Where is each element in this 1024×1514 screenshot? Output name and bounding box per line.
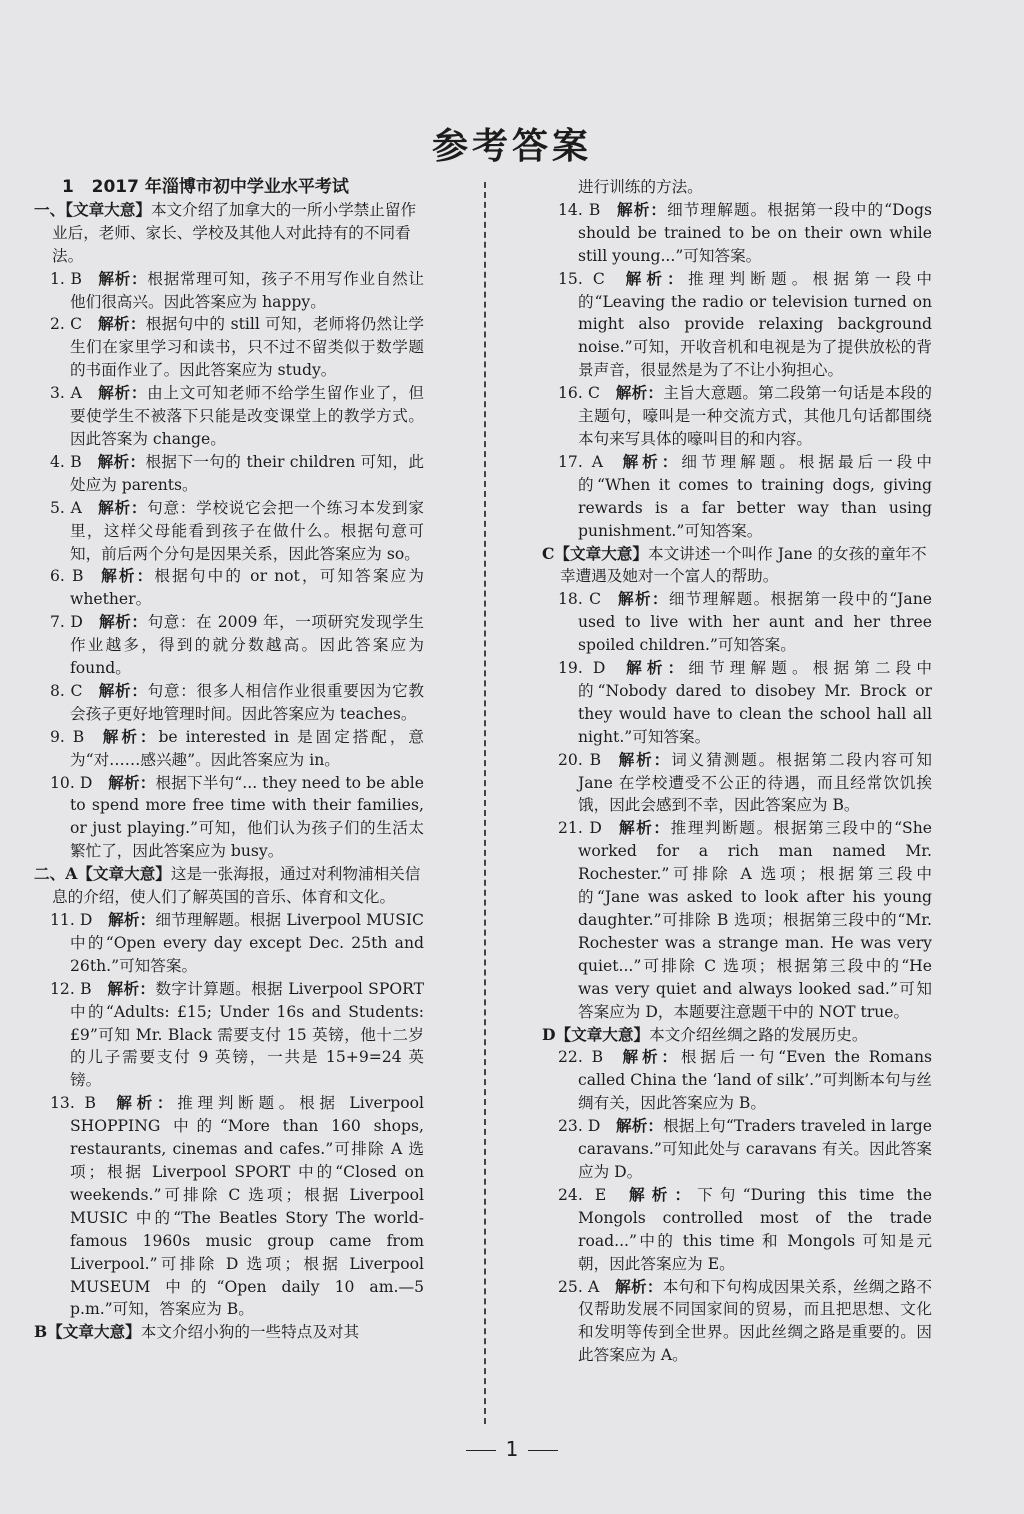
answer-explanation: 根据句中的 or not，可知答案应为 whether。 — [70, 567, 424, 609]
answer-explanation: 细节理解题。根据第一段中的“Dogs should be trained to be on their own while still young...”可知答案。 — [578, 200, 932, 265]
summary-text: 本文讲述一个叫作 Jane 的女孩的童年不幸遭遇及她对一个富人的帮助。 — [560, 544, 927, 586]
page-number: 1 — [505, 1437, 519, 1461]
answer-number: 11. D — [50, 911, 93, 929]
analysis-label: 解析： — [99, 727, 159, 746]
answer-number: 20. B — [558, 750, 602, 769]
answer-explanation: 句意：学校说它会把一个练习本发到家里，这样父母能看到孩子在做什么。根据句意可知，前后两个分句是因果关系，因此答案应为 so。 — [70, 498, 424, 563]
article-summary — [34, 199, 424, 268]
analysis-label: 解析： — [620, 269, 688, 288]
answer-item — [542, 199, 932, 268]
answer-item — [34, 313, 424, 382]
answer-item — [542, 451, 932, 543]
answer-explanation: 根据下半句“... they need to be able to spend more free time with their families, or just playing.”可知，他们认为孩子们的生活太繁忙了，因此答案应为 busy。 — [70, 773, 424, 861]
answer-explanation: 根据后一句“Even the Romans called China the ‘land of silk’.”可判断本句与丝绸有关，因此答案应为 B。 — [578, 1048, 932, 1113]
column-divider — [484, 182, 486, 1424]
answer-explanation: 细节理解题。根据第一段中的“Jane used to live with her aunt and her three spoiled children.”可知答案。 — [578, 590, 932, 655]
analysis-label: 解析： — [618, 452, 682, 471]
answer-item — [34, 497, 424, 566]
answer-explanation: 推理判断题。根据 Liverpool SHOPPING 中的“More than 160 shops, restaurants, cinemas and cafes.”可排除 A 选项；根据 Liverpool SPORT 中的“Closed on weekends.”可排除 C 选项；根据 Liverpool MUSIC 中的“The Beatles Story The world-famous 1960s music group came from Liverpool.”可排除 D 选项；根据 Liverpool MUSEUM 中的“Open daily 10 am.—5 p.m.”可知，答案应为 B。 — [70, 1094, 424, 1319]
answer-number: 16. C — [558, 384, 600, 403]
answer-item — [34, 1092, 424, 1321]
answer-explanation: 句意：在 2009 年，一项研究发现学生作业越多，得到的就分数越高。因此答案应为 found。 — [70, 613, 424, 678]
analysis-label: 解析： — [618, 1048, 681, 1067]
answer-item — [34, 382, 424, 451]
answer-number: 8. C — [50, 681, 83, 700]
analysis-label: 解析： — [616, 750, 672, 769]
analysis-label: 解析： — [621, 659, 689, 678]
answer-item — [34, 978, 424, 1093]
section-number: 1 — [62, 177, 74, 197]
answer-number: 21. D — [558, 819, 602, 838]
summary-text: 本文介绍小狗的一些特点及对其 — [140, 1323, 360, 1342]
analysis-label: 解析： — [97, 498, 148, 517]
answer-item — [542, 749, 932, 818]
answer-item — [34, 451, 424, 497]
analysis-label: 解析： — [615, 1117, 664, 1136]
answer-number: 17. A — [558, 452, 604, 471]
analysis-label: 解析： — [111, 1094, 178, 1113]
answer-item — [34, 772, 424, 864]
analysis-label: 解析： — [616, 590, 669, 609]
answer-number: 5. A — [50, 498, 82, 517]
answer-explanation: 本句和下句构成因果关系，丝绸之路不仅帮助发展不同国家间的贸易，而且把思想、文化和发明等传到全世界。因此丝绸之路是重要的。因此答案应为 A。 — [578, 1277, 932, 1365]
answer-explanation: 根据下一句的 their children 可知，此处应为 parents。 — [70, 452, 424, 494]
answer-number: 24. E — [558, 1185, 607, 1204]
analysis-label: 解析： — [621, 1185, 698, 1204]
answer-explanation: 主旨大意题。第二段第一句话是本段的主题句，嚎叫是一种交流方式，其他几句话都围绕本句来写具体的嚎叫目的和内容。 — [578, 384, 932, 448]
answer-number: 6. B — [50, 567, 84, 586]
answer-item — [34, 268, 424, 314]
answer-item — [542, 1046, 932, 1115]
answer-explanation: 词义猜测题。根据第二段内容可知 Jane 在学校遭受不公正的待遇，而且经常饮饥挨饿，因此会感到不幸，因此答案应为 B。 — [578, 750, 932, 815]
answer-item — [34, 565, 424, 611]
answer-number: 4. B — [50, 452, 82, 471]
answer-explanation: 根据句中的 still 可知，老师将仍然让学生们在家里学习和读书，只不过不留类似于数学题的书面作业了。因此答案应为 study。 — [70, 315, 424, 380]
answer-item — [34, 611, 424, 680]
answer-number: 19. D — [558, 659, 606, 678]
analysis-label: 解析： — [107, 979, 156, 998]
answer-explanation: 根据上句“Traders traveled in large caravans.”可知此处与 caravans 有关。因此答案应为 D。 — [578, 1117, 932, 1181]
left-column — [34, 176, 424, 1344]
answer-explanation: 推理判断题。根据第三段中的“She worked for a rich man named Mr. Rochester.”可排除 A 选项；根据第三段中的“Jane was asked to look after his young daughter.”可排除 B 选项；根据第三段中的“Mr. Rochester was a strange man. He was very quiet...”可排除 C 选项；根据第三段中的“He was very quiet and always looked sad.”可知答案应为 D，本题要注意题干中的 NOT true。 — [578, 819, 932, 1021]
answer-explanation: 细节理解题。根据 Liverpool MUSIC 中的“Open every day except Dec. 25th and 26th.”可知答案。 — [70, 911, 424, 975]
footer-dash — [466, 1450, 496, 1451]
answer-item — [542, 1184, 932, 1276]
summary-label: C【文章大意】 — [542, 543, 648, 563]
analysis-label: 解析： — [97, 269, 148, 288]
answer-number: 23. D — [558, 1117, 601, 1136]
answer-explanation: 推理判断题。根据第一段中的“Leaving the radio or television turned on might also provide relaxing background noise.”可知，开收音机和电视是为了提供放松的背景声音，很显然是为了不让小狗担心。 — [578, 269, 932, 380]
analysis-label: 解析： — [615, 384, 664, 403]
footer-dash — [528, 1450, 558, 1451]
answer-number: 1. B — [50, 269, 83, 288]
answer-number: 18. C — [558, 590, 602, 609]
answer-explanation: 细节理解题。根据第二段中的“Nobody dared to disobey Mr. Brock or they would have to clean the school hall all night.”可知答案。 — [578, 659, 932, 746]
summary-text: 本文介绍丝绸之路的发展历史。 — [649, 1025, 868, 1044]
article-summary — [542, 1024, 932, 1047]
answer-explanation: 数字计算题。根据 Liverpool SPORT 中的“Adults: £15; Under 16s and Students: £9”可知 Mr. Black 需要支付 15 英镑，他十二岁的儿子需要支付 9 英镑，一共是 15+9=24 英镑。 — [70, 979, 424, 1090]
answer-item — [542, 1276, 932, 1368]
answer-number: 10. D — [50, 773, 93, 792]
answer-number: 7. D — [50, 613, 83, 632]
right-column — [542, 176, 932, 1367]
analysis-label: 解析： — [108, 773, 156, 792]
analysis-label: 解析： — [614, 1277, 663, 1296]
answer-item — [542, 588, 932, 657]
analysis-label: 解析： — [97, 315, 146, 334]
summary-label: 二、A【文章大意】 — [34, 864, 171, 884]
section-title: 2017 年淄博市初中学业水平考试 — [91, 177, 349, 197]
section-heading — [34, 176, 424, 199]
analysis-label: 解析： — [108, 911, 156, 929]
continued-text: 进行训练的方法。 — [578, 178, 703, 196]
answer-number: 22. B — [558, 1048, 604, 1067]
answer-explanation: 由上文可知老师不给学生留作业了，但要使学生不被落下只能是改变课堂上的教学方式。因此答案为 change。 — [70, 384, 424, 448]
analysis-label: 解析： — [98, 613, 148, 632]
analysis-label: 解析： — [617, 819, 671, 838]
answer-number: 9. B — [50, 727, 85, 746]
answer-item — [34, 909, 424, 978]
analysis-label: 解析： — [97, 452, 146, 471]
answer-item — [542, 817, 932, 1023]
answer-item — [34, 726, 424, 772]
summary-text: 这是一张海报，通过对利物浦相关信息的介绍，使人们了解英国的音乐、体育和文化。 — [52, 865, 421, 907]
analysis-label: 解析： — [99, 567, 155, 586]
answer-number: 12. B — [50, 979, 92, 998]
answer-explanation: be interested in 是固定搭配，意为“对……感兴趣”。因此答案应为 in。 — [70, 727, 424, 769]
summary-text: 本文介绍了加拿大的一所小学禁止留作业后，老师、家长、学校及其他人对此持有的不同看法。 — [52, 200, 417, 265]
answer-item — [542, 1115, 932, 1184]
answer-explanation: 细节理解题。根据最后一段中的“When it comes to training dogs, giving rewards is a far better way than using punishment.”可知答案。 — [578, 452, 932, 540]
summary-label: B【文章大意】 — [34, 1322, 141, 1342]
answer-number: 3. A — [50, 384, 82, 403]
answer-item — [34, 680, 424, 726]
article-summary — [542, 543, 932, 589]
answer-number: 15. C — [558, 269, 605, 288]
answer-number: 2. C — [50, 315, 83, 334]
answer-explanation: 下句“During this time the Mongols controlled most of the trade road...”中的 this time 和 Mongols 可知是元朝，因此答案应为 E。 — [578, 1185, 932, 1273]
article-summary — [34, 863, 424, 909]
answer-explanation: 句意：很多人相信作业很重要因为它教会孩子更好地管理时间。因此答案应为 teaches。 — [70, 681, 424, 723]
page-footer — [0, 1437, 1024, 1461]
article-summary — [34, 1321, 424, 1344]
analysis-label: 解析： — [615, 200, 668, 219]
analysis-label: 解析： — [97, 384, 148, 403]
page-title: 参考答案 — [431, 126, 592, 167]
answer-explanation: 根据常理可知，孩子不用写作业自然让他们很高兴。因此答案应为 happy。 — [70, 269, 424, 311]
answer-number: 13. B — [50, 1094, 96, 1113]
analysis-label: 解析： — [98, 681, 148, 700]
answer-number: 25. A — [558, 1277, 600, 1296]
answer-item — [542, 268, 932, 383]
answer-number: 14. B — [558, 200, 601, 219]
answer-item — [542, 382, 932, 451]
summary-label: D【文章大意】 — [542, 1024, 650, 1044]
summary-label: 一、【文章大意】 — [34, 199, 151, 219]
answer-item — [542, 657, 932, 749]
